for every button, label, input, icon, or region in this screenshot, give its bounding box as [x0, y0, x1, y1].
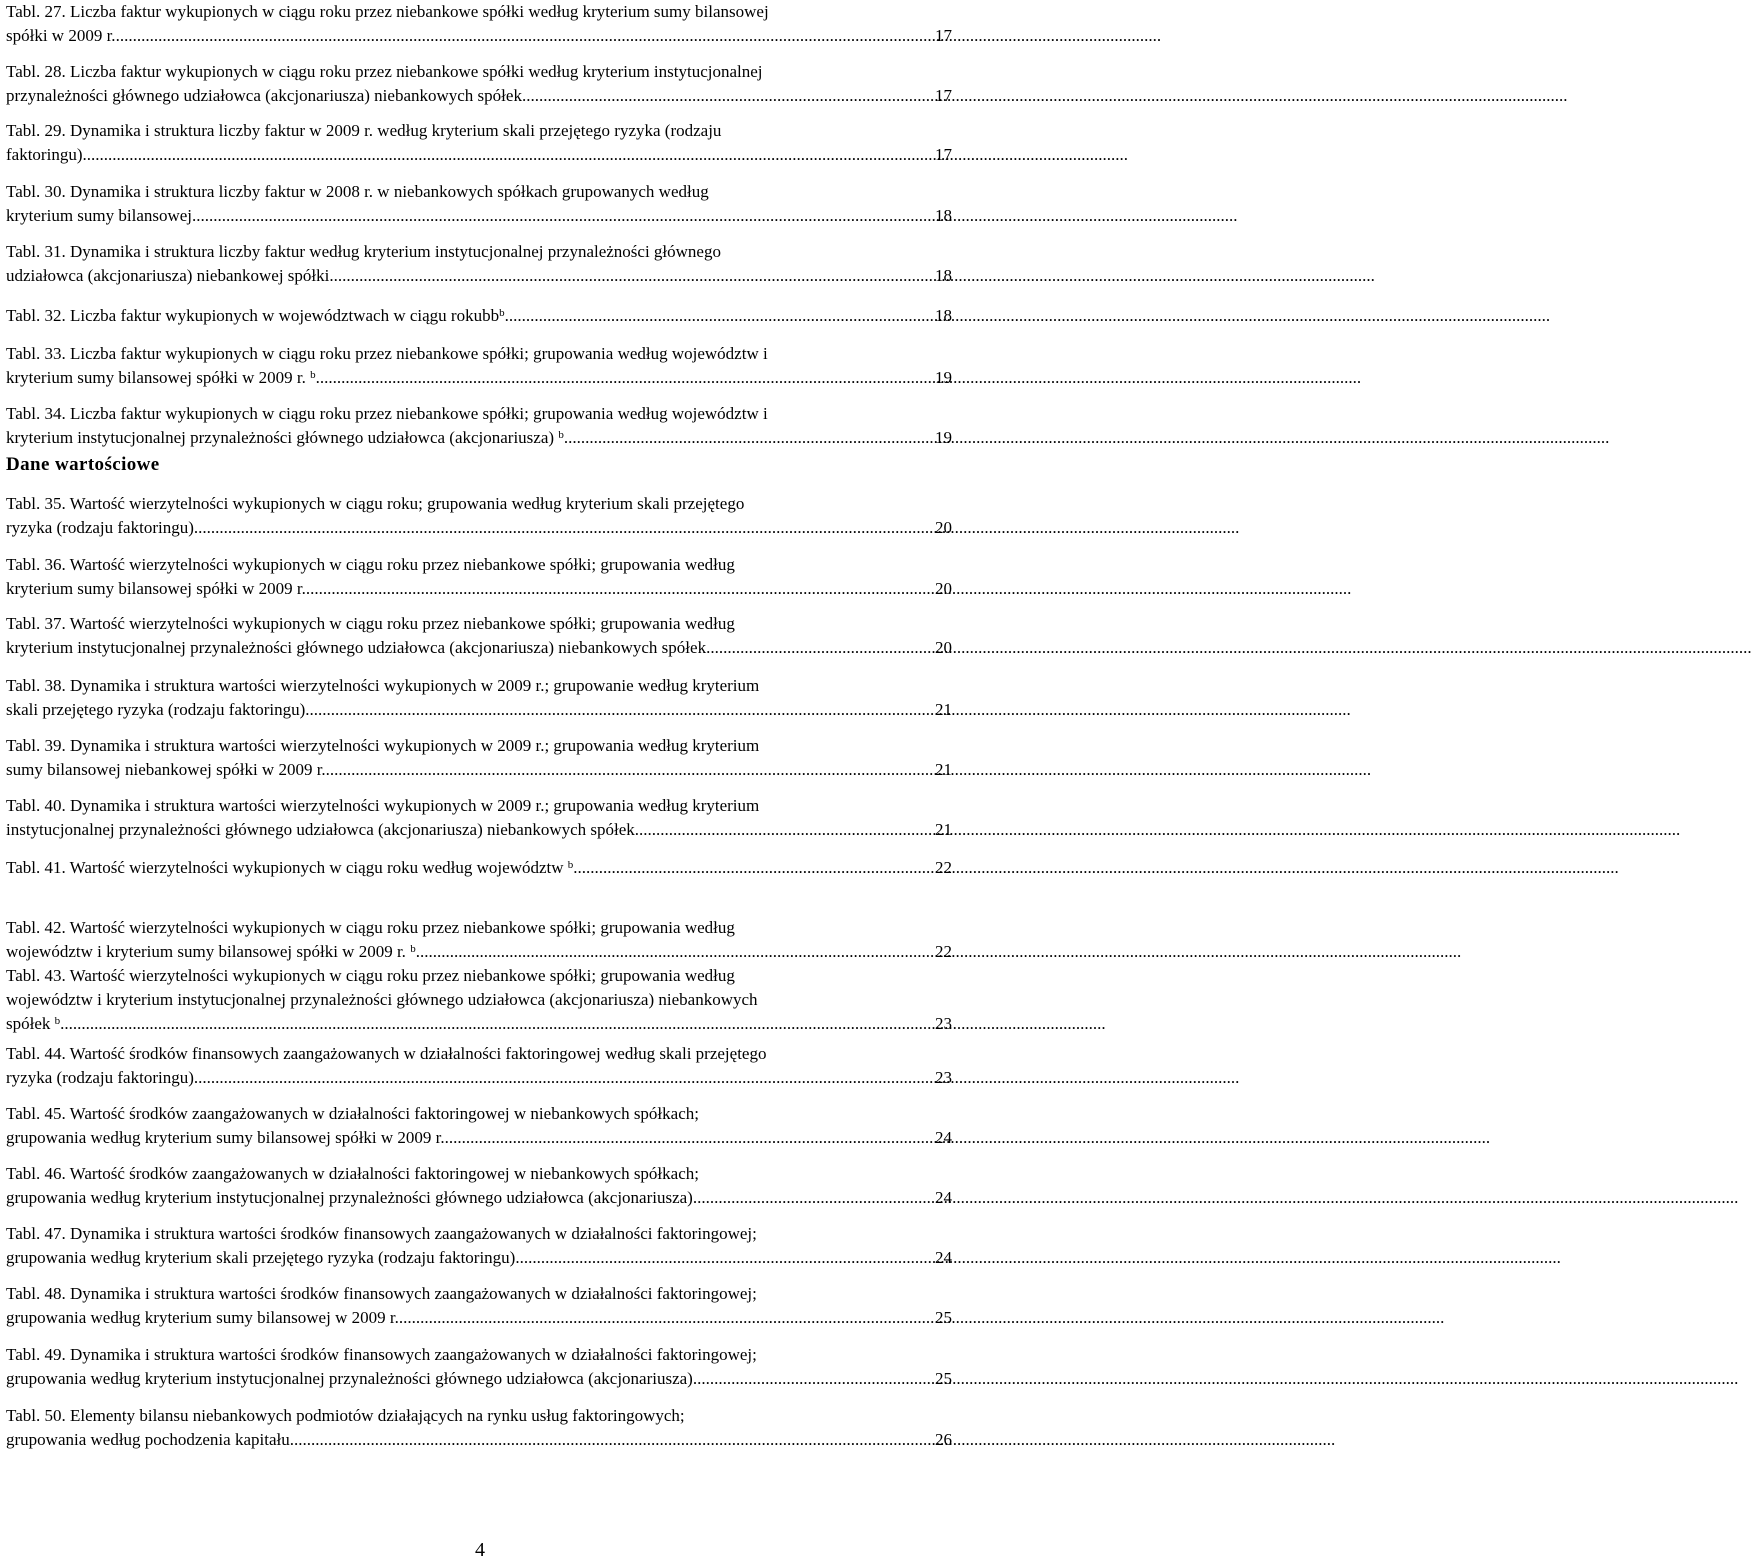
toc-entry[interactable] [6, 1343, 952, 1391]
toc-entry[interactable] [6, 342, 952, 390]
toc-page-number: 22 [935, 858, 952, 877]
toc-dot-leader [316, 366, 935, 390]
toc-entry[interactable] [6, 964, 952, 1036]
section-heading: Dane wartościowe [6, 454, 160, 475]
toc-entry-line: województw i kryterium sumy bilansowej spółki w 2009 r. [6, 942, 411, 961]
toc-entry[interactable] [6, 0, 952, 48]
toc-page-number: 20 [935, 518, 952, 537]
toc-entry[interactable] [6, 1404, 952, 1452]
toc-entry-line: Tabl. 37. Wartość wierzytelności wykupionych w ciągu roku przez niebankowe spółki; grupowania według [6, 614, 735, 633]
toc-entry[interactable] [6, 612, 952, 660]
toc-entry[interactable] [6, 402, 952, 450]
toc-footnote-marker: b [310, 369, 316, 381]
toc-dot-leader [60, 1012, 935, 1036]
toc-dot-leader [194, 1066, 935, 1090]
toc-entry-line: skali przejętego ryzyka (rodzaju faktoringu) [6, 700, 306, 719]
toc-entry-last-line [6, 366, 952, 390]
toc-footnote-marker: b [54, 1015, 61, 1027]
toc-dot-leader [306, 577, 935, 601]
toc-entry-last-line [6, 1126, 952, 1150]
toc-entry[interactable] [6, 492, 952, 540]
toc-entry-last-line [6, 1066, 952, 1090]
toc-page-number: 17 [935, 26, 952, 45]
toc-entry-line: kryterium sumy bilansowej [6, 206, 193, 225]
toc-entry-line: Tabl. 27. Liczba faktur wykupionych w ciągu roku przez niebankowe spółki według kryterium sumy bilansowej [6, 2, 769, 21]
toc-entry-last-line [6, 577, 952, 601]
toc-footnote-marker: b [499, 307, 505, 319]
toc-page-number: 18 [935, 306, 952, 325]
toc-page-number: 25 [935, 1369, 952, 1388]
toc-entry-line: Tabl. 50. Elementy bilansu niebankowych podmiotów działających na rynku usług faktoringowych; [6, 1406, 685, 1425]
toc-footnote-marker: b [567, 859, 574, 871]
toc-entry-line: kryterium sumy bilansowej spółki w 2009 r. [6, 579, 306, 598]
toc-entry-line: ryzyka (rodzaju faktoringu) [6, 1068, 194, 1087]
toc-page-number: 23 [935, 1068, 952, 1087]
toc-entry[interactable] [6, 1162, 952, 1210]
toc-entry-line: Tabl. 36. Wartość wierzytelności wykupionych w ciągu roku przez niebankowe spółki; grupowania według [6, 555, 735, 574]
toc-dot-leader [116, 24, 935, 48]
toc-entry-last-line [6, 818, 952, 842]
toc-entry-last-line [6, 698, 952, 722]
toc-dot-leader [693, 1186, 935, 1210]
toc-dot-leader [326, 758, 935, 782]
toc-entry-last-line [6, 516, 952, 540]
toc-entry-last-line [6, 636, 952, 660]
toc-entry[interactable] [6, 119, 952, 167]
toc-page-number: 17 [935, 86, 952, 105]
toc-entry-line: faktoringu) [6, 145, 83, 164]
toc-entry-last-line [6, 143, 952, 167]
toc-page-number: 21 [935, 820, 952, 839]
toc-page-number: 25 [935, 1308, 952, 1327]
toc-dot-leader [399, 1306, 935, 1330]
toc-entry[interactable] [6, 916, 952, 964]
toc-entry-line: grupowania według pochodzenia kapitału [6, 1430, 290, 1449]
toc-entry[interactable] [6, 1102, 952, 1150]
toc-entry-last-line [6, 1012, 952, 1036]
toc-entry-last-line [6, 856, 952, 880]
toc-entry-last-line [6, 940, 952, 964]
toc-entry-line: grupowania według kryterium skali przejętego ryzyka (rodzaju faktoringu) [6, 1248, 516, 1267]
toc-page-number: 24 [935, 1248, 952, 1267]
toc-dot-leader [445, 1126, 935, 1150]
toc-footnote-marker: b [558, 429, 564, 441]
toc-dot-leader [305, 698, 935, 722]
toc-entry-line: grupowania według kryterium sumy bilansowej spółki w 2009 r. [6, 1128, 445, 1147]
toc-entry-line: kryterium instytucjonalnej przynależności głównego udziałowca (akcjonariusza) [6, 428, 559, 447]
toc-entry-line: Tabl. 34. Liczba faktur wykupionych w ciągu roku przez niebankowe spółki; grupowania według województw i [6, 404, 768, 423]
toc-entry-line: województw i kryterium instytucjonalnej przynależności głównego udziałowca (akcjonariusza) niebankowych [6, 990, 758, 1009]
toc-dot-leader [635, 818, 935, 842]
toc-dot-leader [505, 304, 935, 328]
toc-entry-line: przynależności głównego udziałowca (akcjonariusza) niebankowych spółek [6, 86, 522, 105]
toc-entry-line: Tabl. 39. Dynamika i struktura wartości wierzytelności wykupionych w 2009 r.; grupowania według kryterium [6, 736, 760, 755]
toc-entry-line: Tabl. 48. Dynamika i struktura wartości środków finansowych zaangażowanych w działalności faktoringowej; [6, 1284, 757, 1303]
toc-entry-line: Tabl. 46. Wartość środków zaangażowanych w działalności faktoringowej w niebankowych spółkach; [6, 1164, 699, 1183]
toc-page-number: 20 [935, 579, 952, 598]
toc-entry[interactable] [6, 180, 952, 228]
toc-entry-line: Tabl. 38. Dynamika i struktura wartości wierzytelności wykupionych w 2009 r.; grupowanie według kryterium [6, 676, 760, 695]
toc-entry-last-line [6, 1367, 952, 1391]
toc-entry-line: Tabl. 49. Dynamika i struktura wartości środków finansowych zaangażowanych w działalności faktoringowej; [6, 1345, 757, 1364]
toc-entry-line: ryzyka (rodzaju faktoringu) [6, 518, 194, 537]
toc-entry-last-line [6, 24, 952, 48]
toc-entry-line: Tabl. 42. Wartość wierzytelności wykupionych w ciągu roku przez niebankowe spółki; grupowania według [6, 918, 735, 937]
toc-entry[interactable] [6, 794, 952, 842]
toc-entry-line: Tabl. 29. Dynamika i struktura liczby faktur w 2009 r. według kryterium skali przejętego ryzyka (rodzaju [6, 121, 722, 140]
toc-entry-line: Tabl. 44. Wartość środków finansowych zaangażowanych w działalności faktoringowej według skali przejętego [6, 1044, 767, 1063]
toc-page-number: 21 [935, 700, 952, 719]
toc-dot-leader [522, 84, 935, 108]
toc-entry-line: grupowania według kryterium instytucjonalnej przynależności głównego udziałowca (akcjonariusza) [6, 1188, 693, 1207]
toc-page-number: 19 [935, 428, 952, 447]
toc-entry-line: Tabl. 47. Dynamika i struktura wartości środków finansowych zaangażowanych w działalności faktoringowej; [6, 1224, 757, 1243]
toc-entry-line: Tabl. 40. Dynamika i struktura wartości wierzytelności wykupionych w 2009 r.; grupowania według kryterium [6, 796, 760, 815]
toc-entry-line: Tabl. 43. Wartość wierzytelności wykupionych w ciągu roku przez niebankowe spółki; grupowania według [6, 966, 735, 985]
toc-entry-line: Tabl. 41. Wartość wierzytelności wykupionych w ciągu roku według województw [6, 858, 568, 877]
toc-page-number: 21 [935, 760, 952, 779]
toc-dot-leader [194, 516, 935, 540]
toc-entry[interactable] [6, 60, 952, 108]
toc-entry-line: Tabl. 28. Liczba faktur wykupionych w ciągu roku przez niebankowe spółki według kryterium instytucjonalnej [6, 62, 763, 81]
toc-entry-last-line [6, 204, 952, 228]
toc-entry-line: kryterium sumy bilansowej spółki w 2009 r. [6, 368, 311, 387]
toc-footnote-marker: b [410, 943, 416, 955]
toc-entry-line: Tabl. 32. Liczba faktur wykupionych w województwach w ciągu rokubb [6, 306, 500, 325]
toc-entry[interactable] [6, 856, 952, 880]
toc-entry[interactable] [6, 1042, 952, 1090]
toc-entry-line: kryterium instytucjonalnej przynależności głównego udziałowca (akcjonariusza) niebankowych spółek [6, 638, 707, 657]
toc-page-number: 24 [935, 1128, 952, 1147]
toc-entry-line: instytucjonalnej przynależności głównego udziałowca (akcjonariusza) niebankowych spółek [6, 820, 635, 839]
toc-entry-last-line [6, 264, 952, 288]
toc-dot-leader [706, 636, 935, 660]
toc-dot-leader [290, 1428, 935, 1452]
toc-entry-last-line [6, 758, 952, 782]
toc-page-number: 26 [935, 1430, 952, 1449]
toc-entry-line: grupowania według kryterium sumy bilansowej w 2009 r. [6, 1308, 399, 1327]
toc-entry-line: spółek [6, 1014, 55, 1033]
toc-page-number: 18 [935, 206, 952, 225]
toc-entry-last-line [6, 1306, 952, 1330]
toc-dot-leader [693, 1367, 935, 1391]
toc-dot-leader [329, 264, 935, 288]
toc-entry[interactable] [6, 1222, 952, 1270]
toc-page-number: 18 [935, 266, 952, 285]
toc-entry[interactable] [6, 1282, 952, 1330]
toc-page-number: 24 [935, 1188, 952, 1207]
toc-entry[interactable] [6, 734, 952, 782]
toc-entry-last-line [6, 1246, 952, 1270]
toc-entry-last-line [6, 84, 952, 108]
toc-dot-leader [192, 204, 935, 228]
toc-entry-line: Tabl. 33. Liczba faktur wykupionych w ciągu roku przez niebankowe spółki; grupowania według województw i [6, 344, 768, 363]
toc-dot-leader [564, 426, 935, 450]
toc-page-number: 23 [935, 1014, 952, 1033]
toc-entry-line: spółki w 2009 r. [6, 26, 116, 45]
toc-entry-line: grupowania według kryterium instytucjonalnej przynależności głównego udziałowca (akcjonariusza) [6, 1369, 693, 1388]
toc-entry[interactable] [6, 240, 952, 288]
toc-page-number: 17 [935, 145, 952, 164]
toc-entry-last-line [6, 1186, 952, 1210]
toc-entry[interactable] [6, 553, 952, 601]
toc-page-number: 19 [935, 368, 952, 387]
toc-dot-leader [515, 1246, 935, 1270]
toc-dot-leader [573, 856, 935, 880]
toc-entry-last-line [6, 304, 952, 328]
toc-page-number: 20 [935, 638, 952, 657]
toc-entry-line: udziałowca (akcjonariusza) niebankowej spółki [6, 266, 330, 285]
toc-entry[interactable] [6, 674, 952, 722]
toc-entry-line: Tabl. 45. Wartość środków zaangażowanych w działalności faktoringowej w niebankowych spółkach; [6, 1104, 699, 1123]
toc-entry-last-line [6, 426, 952, 450]
toc-dot-leader [416, 940, 935, 964]
toc-entry-last-line [6, 1428, 952, 1452]
page-number: 4 [475, 1539, 485, 1561]
toc-page-number: 22 [935, 942, 952, 961]
toc-entry-line: sumy bilansowej niebankowej spółki w 2009 r. [6, 760, 326, 779]
toc-entry-line: Tabl. 31. Dynamika i struktura liczby faktur według kryterium instytucjonalnej przynależności głównego [6, 242, 721, 261]
toc-dot-leader [82, 143, 935, 167]
toc-entry-line: Tabl. 30. Dynamika i struktura liczby faktur w 2008 r. w niebankowych spółkach grupowanych według [6, 182, 709, 201]
toc-entry-line: Tabl. 35. Wartość wierzytelności wykupionych w ciągu roku; grupowania według kryterium skali przejętego [6, 494, 745, 513]
toc-entry[interactable] [6, 304, 952, 328]
